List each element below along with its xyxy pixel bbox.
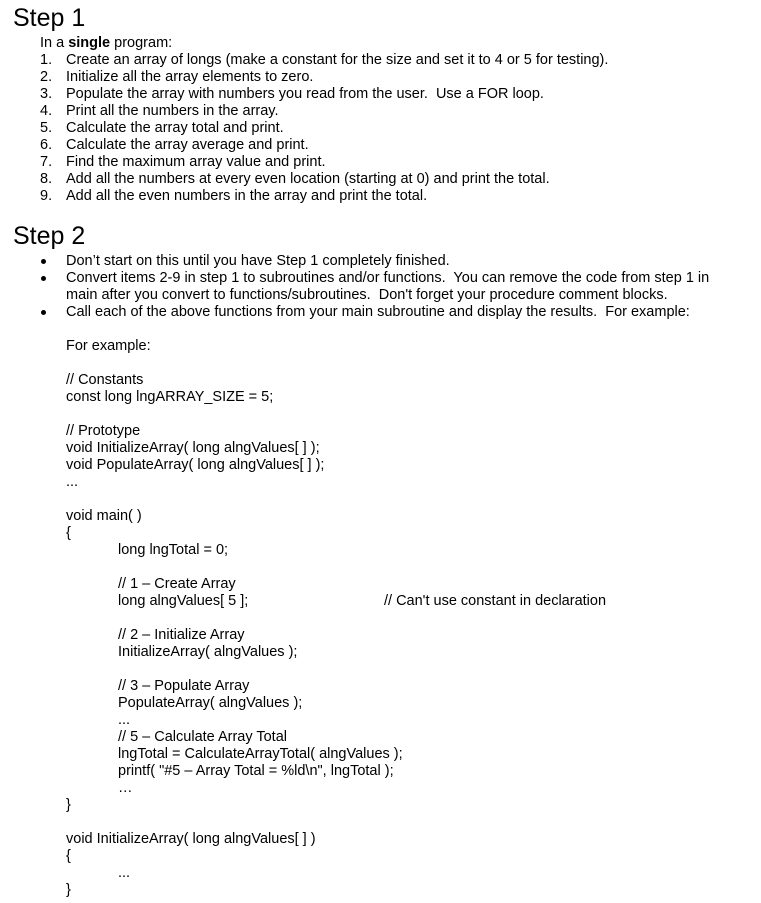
code-line: void InitializeArray( long alngValues[ ] );: [66, 440, 320, 456]
item-text: Calculate the array average and print.: [66, 137, 309, 153]
item-number: 2.: [40, 69, 53, 85]
code-line: void InitializeArray( long alngValues[ ] ): [66, 831, 316, 847]
item-number: 1.: [40, 52, 53, 68]
code-line: …: [118, 780, 133, 796]
item-number: 9.: [40, 188, 53, 204]
code-line: }: [66, 797, 71, 813]
code-line: // 1 – Create Array: [118, 576, 236, 592]
item-text: Populate the array with numbers you read from the user. Use a FOR loop.: [66, 86, 544, 102]
item-text: Calculate the array total and print.: [66, 120, 284, 136]
item-number: 5.: [40, 120, 53, 136]
item-text: Add all the even numbers in the array and print the total.: [66, 188, 428, 204]
item-text: Create an array of longs (make a constant for the size and set it to 4 or 5 for testing).: [66, 52, 609, 68]
code-line: InitializeArray( alngValues );: [118, 644, 298, 660]
code-line: // 5 – Calculate Array Total: [118, 729, 287, 745]
item-number: 6.: [40, 137, 53, 153]
code-line: const long lngARRAY_SIZE = 5;: [66, 389, 274, 405]
code-line: // 3 – Populate Array: [118, 678, 250, 694]
step1-intro: [40, 35, 172, 52]
intro-prefix: In a: [40, 35, 69, 51]
code-line: // Constants: [66, 372, 144, 388]
bullet-icon: [41, 276, 46, 281]
intro-bold: single: [68, 35, 111, 51]
item-number: 4.: [40, 103, 53, 119]
code-comment: // Can't use constant in declaration: [384, 593, 607, 609]
code-line: long lngTotal = 0;: [118, 542, 229, 558]
code-line: ...: [118, 865, 131, 881]
code-line: lngTotal = CalculateArrayTotal( alngValues );: [118, 746, 403, 762]
step2-heading: Step 2: [13, 222, 86, 250]
bullet-text: Call each of the above functions from your main subroutine and display the results. For example:: [66, 304, 690, 320]
bullet-text: Convert items 2-9 in step 1 to subroutines and/or functions. You can remove the code from step 1 in: [66, 270, 710, 286]
step1-heading: Step 1: [13, 4, 86, 32]
code-line: void main( ): [66, 508, 142, 524]
item-text: Print all the numbers in the array.: [66, 103, 279, 119]
intro-suffix: program:: [110, 35, 173, 51]
code-line: long alngValues[ 5 ];: [118, 593, 249, 609]
item-text: Add all the numbers at every even location (starting at 0) and print the total.: [66, 171, 550, 187]
item-text: Initialize all the array elements to zero.: [66, 69, 314, 85]
code-line: }: [66, 882, 71, 898]
code-line: // 2 – Initialize Array: [118, 627, 245, 643]
code-line: // Prototype: [66, 423, 141, 439]
code-line: PopulateArray( alngValues );: [118, 695, 303, 711]
code-line: {: [66, 848, 71, 864]
bullet-icon: [41, 259, 46, 264]
example-label: For example:: [66, 338, 151, 354]
bullet-icon: [41, 310, 46, 315]
item-text: Find the maximum array value and print.: [66, 154, 326, 170]
bullet-text: Don’t start on this until you have Step 1 completely finished.: [66, 253, 450, 269]
item-number: 7.: [40, 154, 53, 170]
item-number: 3.: [40, 86, 53, 102]
code-line: ...: [66, 474, 79, 490]
code-line: {: [66, 525, 71, 541]
item-number: 8.: [40, 171, 53, 187]
code-line: printf( "#5 – Array Total = %ld\n", lngTotal );: [118, 763, 394, 779]
code-line: void PopulateArray( long alngValues[ ] );: [66, 457, 325, 473]
code-line: ...: [118, 712, 131, 728]
bullet-text-cont: main after you convert to functions/subroutines. Don't forget your procedure comment blocks.: [66, 287, 668, 303]
